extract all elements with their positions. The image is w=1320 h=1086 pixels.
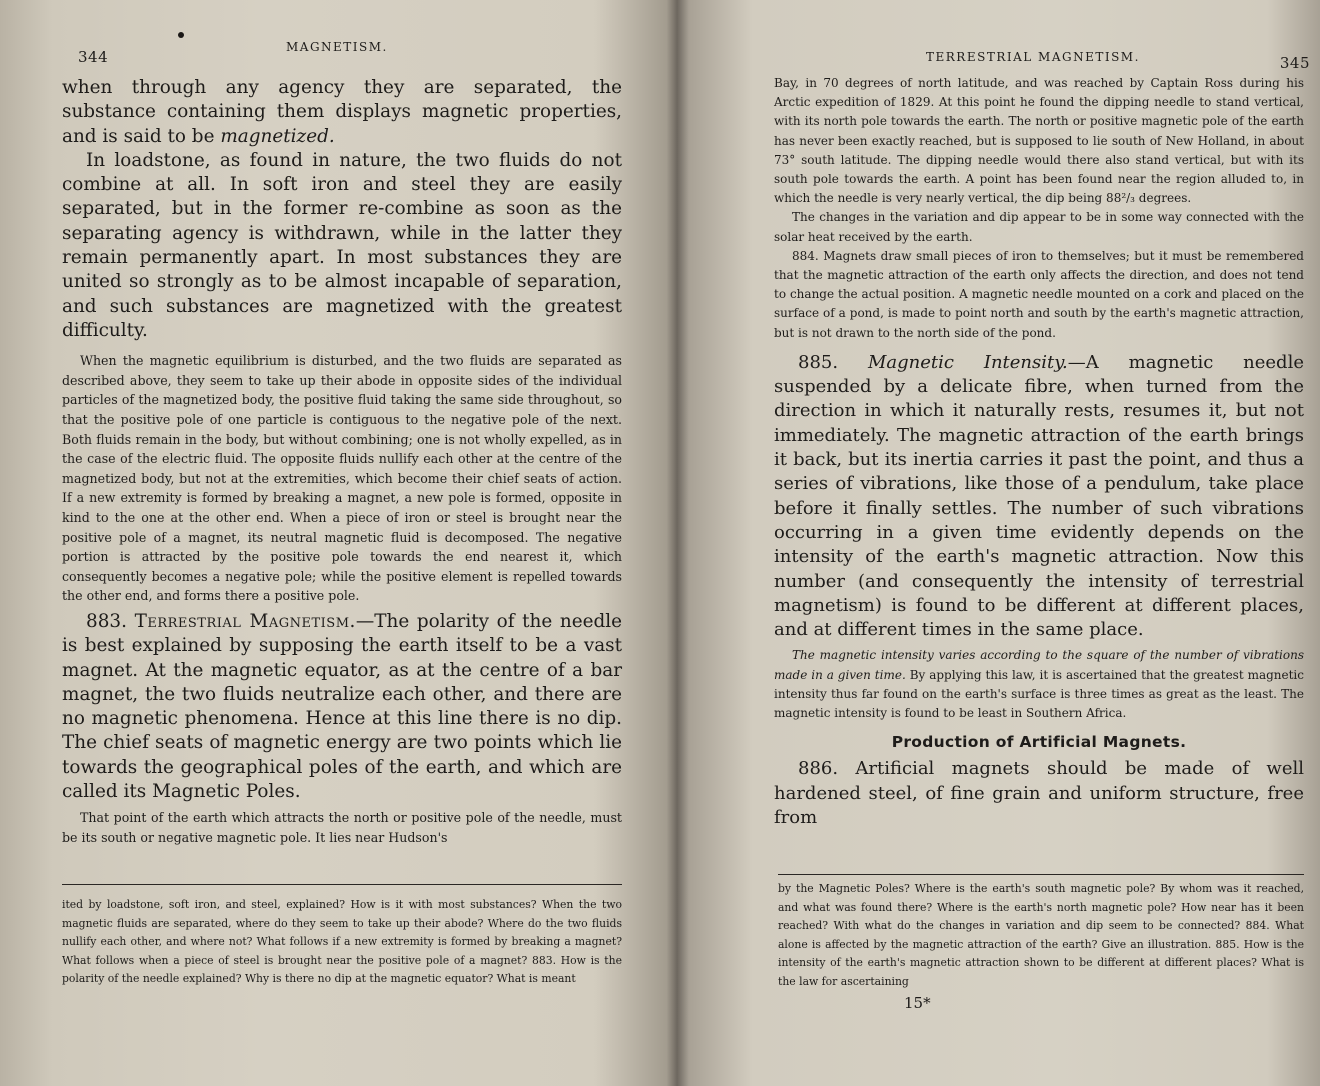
page-number: 345 <box>1279 54 1310 72</box>
right-page-body <box>774 74 1304 830</box>
left-page-body <box>62 76 622 848</box>
section-title: Terrestrial Magnetism. <box>134 610 356 632</box>
section-title: Magnetic Intensity. <box>867 351 1068 373</box>
page-number: 344 <box>78 48 109 66</box>
small-print-paragraph: That point of the earth which attracts the north or positive pole of the needle, must be its south or negative magnetic pole. It lies near Hudson's <box>62 810 622 845</box>
right-page <box>774 0 1310 1086</box>
right-page-header <box>774 36 1310 72</box>
law-statement: The magnetic intensity varies according to the square of the number of vibrations made in a given time. <box>774 648 1304 682</box>
paragraph-text: By applying this law, it is ascertained that the greatest magnetic intensity thus far found on the earth's surface is three times as great as the least. The magnetic intensity is found to be least in Southern Africa. <box>774 667 1304 721</box>
left-page-header <box>62 36 622 64</box>
running-head: MAGNETISM. <box>286 40 388 54</box>
review-questions: ited by loadstone, soft iron, and steel, explained? How is it with most substances? When the two magnetic fluids are separated, where do they seem to take up their abode? Where do the two fluids nullify each other, and where not? What follows if a new extremity is formed by breaking a magnet? What follows when a piece of steel is brought near the positive pole of a magnet? 883. How is the polarity of the needle explained? Why is there no dip at the magnetic equator? What is meant <box>62 898 622 986</box>
review-questions: by the Magnetic Poles? Where is the earth's south magnetic pole? By whom was it reached, and what was found there? Where is the earth's north magnetic pole? How near has it been reached? With what do the changes in variation and dip seem to be connected? 884. What alone is affected by the magnetic attraction of the earth? Give an illustration. 885. How is the intensity of the earth's magnetic attraction shown to be different at different places? What is the law for ascertaining <box>778 882 1304 988</box>
footnote-rule <box>778 874 1304 875</box>
section-886: 886. Artificial magnets should be made of well hardened steel, of fine grain and uniform structure, free from <box>774 758 1304 828</box>
italic-term: magnetized. <box>220 125 335 147</box>
section-883 <box>62 610 622 804</box>
section-number: 883. <box>86 610 127 632</box>
section-text: —The polarity of the needle is best explained by supposing the earth itself to be a vast magnet. At the magnetic equator, as at the centre of a bar magnet, the two fluids neutralize each other, and there are no magnetic phenomena. Hence at this line there is no dip. The chief seats of magnetic energy are two points which lie towards the geographical poles of the earth, and which are called its Magnetic Poles. <box>62 610 622 803</box>
section-heading: Production of Artificial Magnets. <box>891 733 1187 752</box>
running-head: TERRESTRIAL MAGNETISM. <box>926 50 1140 64</box>
small-print-paragraph <box>774 646 1304 723</box>
paragraph <box>62 76 622 149</box>
paragraph-text: when through any agency they are separated, the substance containing them displays magnetic properties, and is said to be <box>62 77 622 147</box>
paragraph: In loadstone, as found in nature, the two fluids do not combine at all. In soft iron and steel they are easily separated, but in the former re-combine as soon as the separating agency is withdrawn, while in the latter they remain permanently apart. In most substances they are united so strongly as to be almost incapable of separation, and such substances are magnetized with the greatest difficulty. <box>62 149 622 341</box>
small-print-paragraph: The changes in the variation and dip appear to be in some way connected with the solar heat received by the earth. <box>774 210 1304 244</box>
footnote-rule <box>62 884 622 885</box>
section-885 <box>774 351 1304 643</box>
small-print-paragraph: When the magnetic equilibrium is disturbed, and the two fluids are separated as described above, they seem to take up their abode in opposite sides of the individual particles of the magnetized body, the positive fluid taking the same side throughout, so that the positive pole of one particle is contiguous to the negative pole of the next. Both fluids remain in the body, but without combining; one is not wholly expelled, as in the case of the electric fluid. The opposite fluids nullify each other at the centre of the magnetized body, but not at the extremities, which become their chief seats of action. If a new extremity is formed by breaking a magnet, a new pole is formed, opposite in kind to the one at the other end. When a piece of iron or steel is brought near the positive pole of a magnet, its neutral magnetic fluid is decomposed. The negative portion is attracted by the positive pole towards the end nearest it, which consequently becomes a negative pole; while the positive element is repelled towards the other end, and forms there a positive pole. <box>62 353 622 604</box>
left-page <box>62 0 622 1086</box>
small-print-paragraph: 884. Magnets draw small pieces of iron to themselves; but it must be remembered that the magnetic attraction of the earth only affects the direction, and does not tend to change the actual position. A magnetic needle mounted on a cork and placed on the surface of a pond, is made to point north and south by the earth's magnetic attraction, but is not drawn to the north side of the pond. <box>774 248 1304 340</box>
section-number: 885. <box>798 351 839 373</box>
signature-mark: 15* <box>904 994 931 1012</box>
small-print-paragraph: Bay, in 70 degrees of north latitude, and was reached by Captain Ross during his Arctic expedition of 1829. At this point he found the dipping needle to stand vertical, with its north pole towards the earth. The north or positive magnetic pole of the earth has never been exactly reached, but is supposed to lie south of New Holland, in about 73° south latitude. The dipping needle would there also stand vertical, but with its south pole towards the earth. A point has been found near the region alluded to, in which the needle is very nearly vertical, the dip being 88²/₃ degrees. <box>774 76 1304 206</box>
section-text: —A magnetic needle suspended by a delicate fibre, when turned from the direction in which it naturally rests, resumes it, but not immediately. The magnetic attraction of the earth brings it back, but its inertia carries it past the point, and thus a series of vibrations, like those of a pendulum, take place before it finally settles. The number of such vibrations occurring in a given time evidently depends on the intensity of the earth's magnetic attraction. Now this number (and consequently the intensity of terrestrial magnetism) is found to be different at different places, and at different times in the same place. <box>774 351 1304 641</box>
